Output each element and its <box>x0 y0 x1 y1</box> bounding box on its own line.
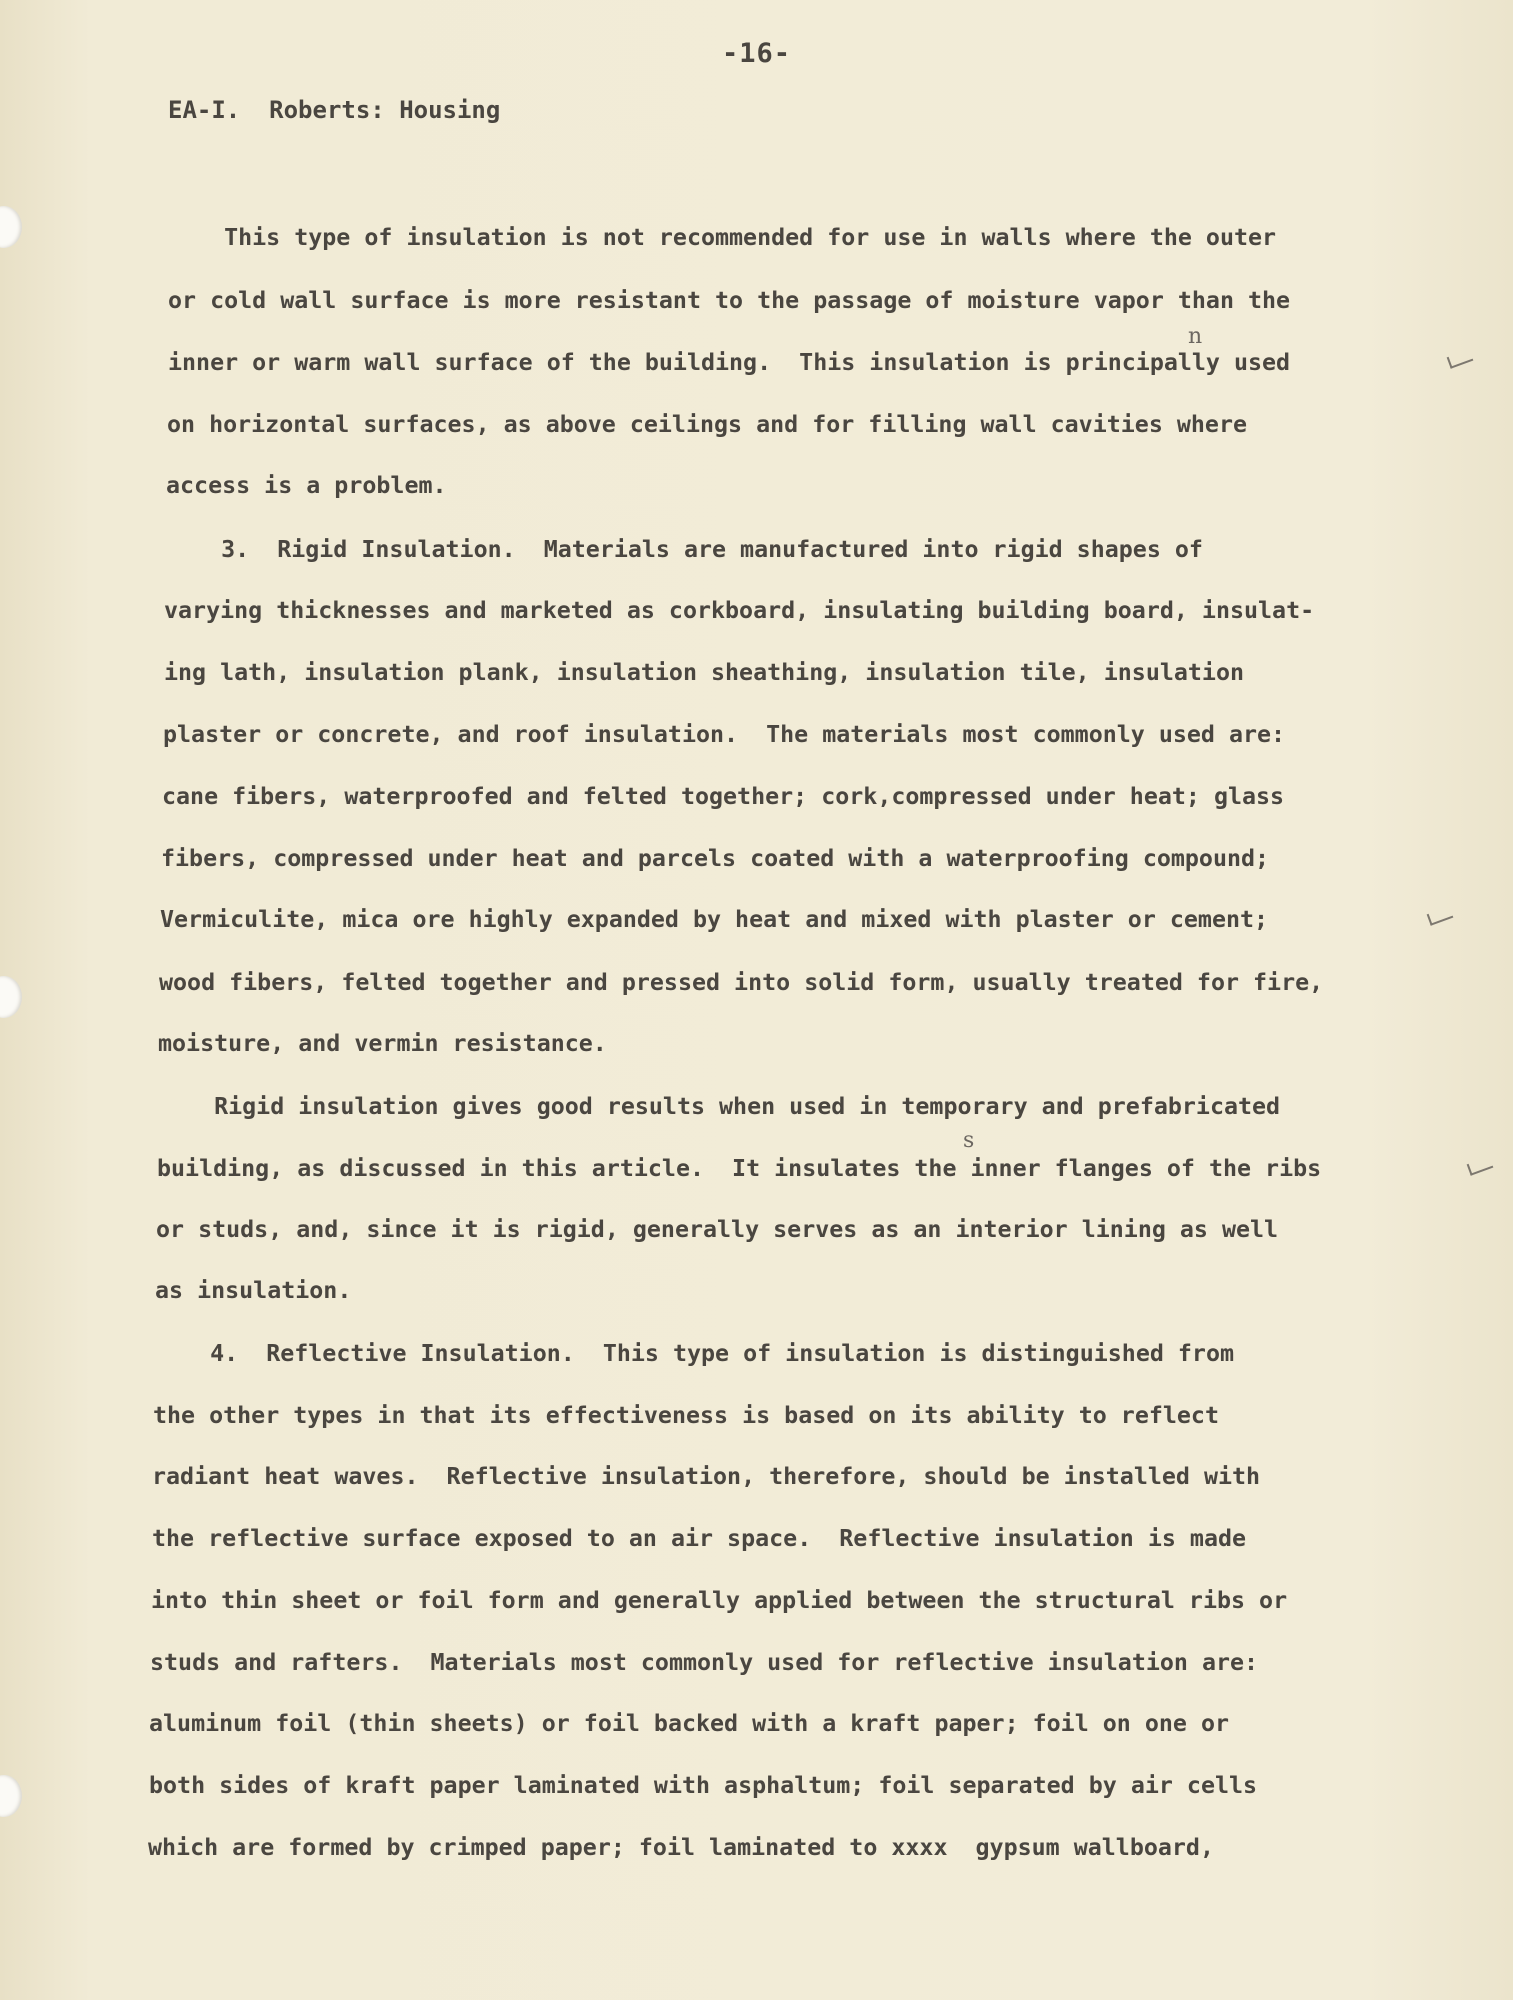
punch-hole <box>0 206 22 248</box>
handwritten-correction: n <box>1188 324 1203 349</box>
body-line: access is a problem. <box>166 472 447 499</box>
body-line: radiant heat waves. Reflective insulation, therefore, should be installed with <box>152 1463 1261 1490</box>
body-line: 4. Reflective Insulation. This type of insulation is distinguished from <box>154 1340 1234 1367</box>
body-line: ing lath, insulation plank, insulation sheathing, insulation tile, insulation <box>164 659 1244 686</box>
body-line: Rigid insulation gives good results when used in temporary and prefabricated <box>158 1093 1281 1120</box>
body-line: the reflective surface exposed to an air space. Reflective insulation is made <box>152 1525 1247 1552</box>
body-line: wood fibers, felted together and pressed into solid form, usually treated for fire, <box>159 969 1324 996</box>
body-line: 3. Rigid Insulation. Materials are manufactured into rigid shapes of <box>165 536 1203 563</box>
punch-hole <box>0 1775 22 1817</box>
body-line: into thin sheet or foil form and generally applied between the structural ribs or <box>151 1587 1288 1614</box>
punch-hole <box>0 976 22 1018</box>
body-line: inner or warm wall surface of the building. This insulation is principally used <box>168 349 1291 376</box>
body-line: or studs, and, since it is rigid, generally serves as an interior lining as well <box>156 1216 1279 1243</box>
handwritten-correction: s <box>963 1128 975 1153</box>
body-line: aluminum foil (thin sheets) or foil backed with a kraft paper; foil on one or <box>149 1710 1229 1737</box>
margin-check-mark <box>1447 349 1474 368</box>
body-line: studs and rafters. Materials most commonly used for reflective insulation are: <box>150 1649 1259 1676</box>
body-line: cane fibers, waterproofed and felted together; cork,compressed under heat; glass <box>162 783 1285 810</box>
body-line: on horizontal surfaces, as above ceilings and for filling wall cavities where <box>167 411 1247 438</box>
body-line: Vermiculite, mica ore highly expanded by heat and mixed with plaster or cement; <box>160 906 1269 933</box>
body-line: which are formed by crimped paper; foil laminated to xxxx gypsum wallboard, <box>148 1834 1214 1861</box>
margin-check-mark <box>1427 906 1454 925</box>
page-number: -16- <box>721 38 792 69</box>
body-line: both sides of kraft paper laminated with asphaltum; foil separated by air cells <box>149 1772 1258 1799</box>
body-line: or cold wall surface is more resistant to the passage of moisture vapor than the <box>168 287 1291 314</box>
body-line: This type of insulation is not recommended for use in walls where the outer <box>168 224 1277 251</box>
margin-check-mark <box>1467 1156 1494 1175</box>
body-line: fibers, compressed under heat and parcels coated with a waterproofing compound; <box>161 845 1270 872</box>
body-line: plaster or concrete, and roof insulation. The materials most commonly used are: <box>163 721 1286 748</box>
body-line: as insulation. <box>155 1277 352 1304</box>
body-line: varying thicknesses and marketed as corkboard, insulating building board, insulat- <box>164 597 1315 624</box>
body-line: building, as discussed in this article. It insulates the inner flanges of the ribs <box>157 1155 1322 1182</box>
document-header: EA-I. Roberts: Housing <box>168 96 501 124</box>
body-line: the other types in that its effectiveness is based on its ability to reflect <box>153 1402 1219 1429</box>
body-line: moisture, and vermin resistance. <box>158 1030 607 1057</box>
